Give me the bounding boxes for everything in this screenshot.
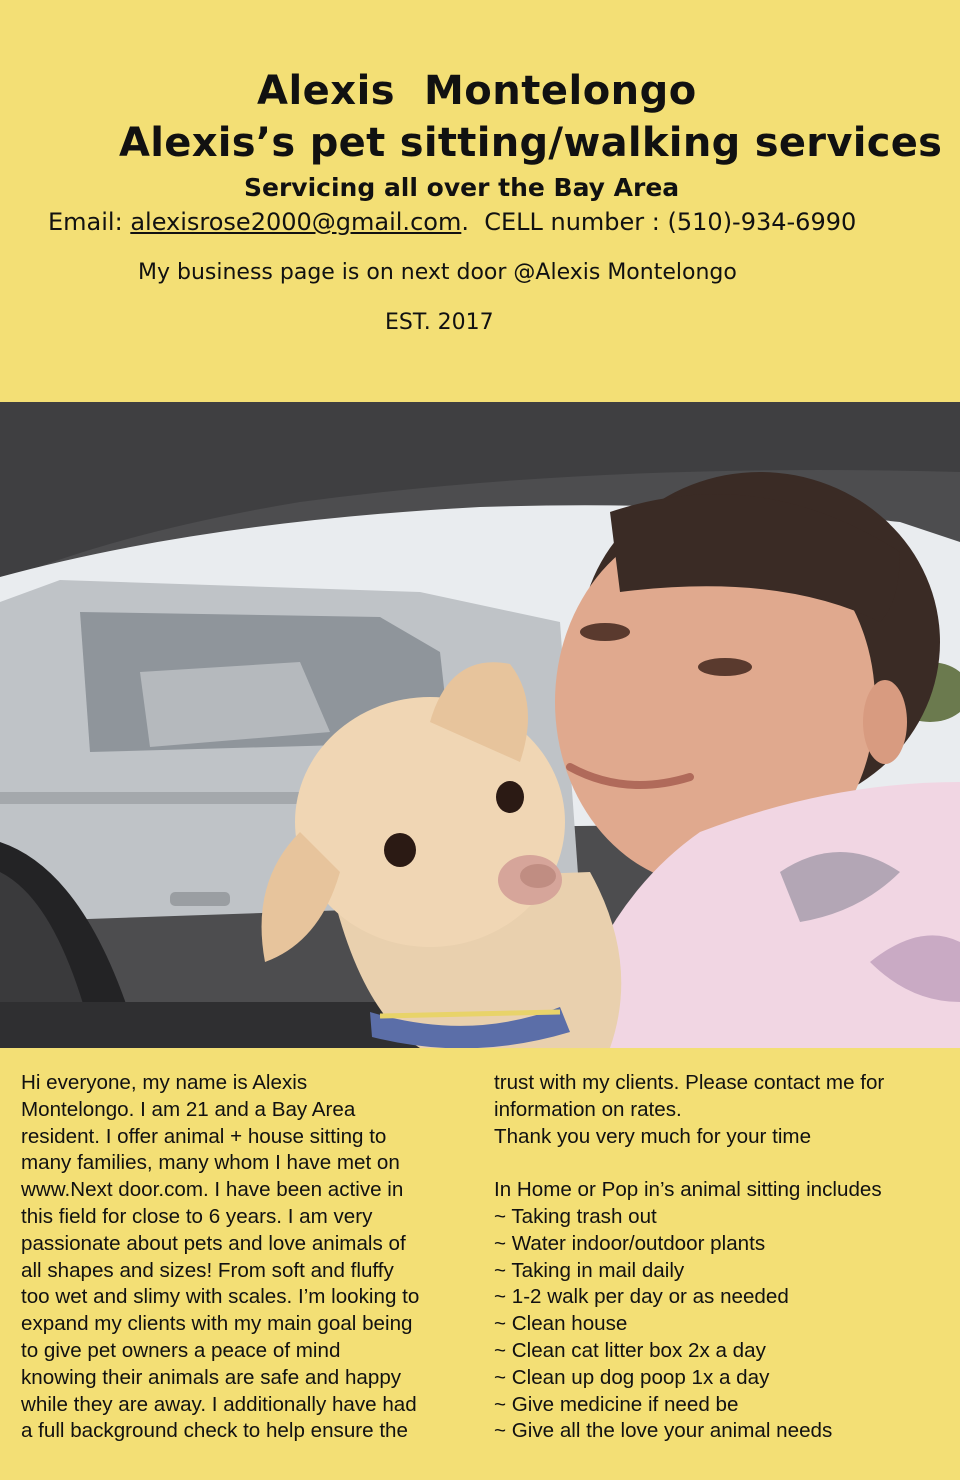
bio-line: passionate about pets and love animals of bbox=[21, 1231, 406, 1255]
bio-column bbox=[21, 1070, 476, 1445]
established-year: EST. 2017 bbox=[385, 310, 494, 335]
service-item: ~ Clean cat litter box 2x a day bbox=[494, 1338, 766, 1362]
service-item: ~ Taking trash out bbox=[494, 1204, 657, 1228]
business-title: Alexis’s pet sitting/walking services bbox=[119, 120, 943, 166]
bio-continued-line: information on rates. bbox=[494, 1097, 682, 1121]
service-item: ~ Give all the love your animal needs bbox=[494, 1419, 833, 1443]
bio-line: resident. I offer animal + house sitting to bbox=[21, 1124, 387, 1148]
bio-line: www.Next door.com. I have been active in bbox=[21, 1178, 404, 1202]
nextdoor-page: My business page is on next door @Alexis Montelongo bbox=[138, 260, 737, 285]
bio-line: to give pet owners a peace of mind bbox=[21, 1338, 341, 1362]
email-label: Email: bbox=[48, 208, 131, 236]
bio-line: a full background check to help ensure the bbox=[21, 1419, 408, 1443]
cell-number: . CELL number : (510)-934-6990 bbox=[461, 208, 857, 236]
service-item: ~ Clean up dog poop 1x a day bbox=[494, 1365, 770, 1389]
photo-illustration bbox=[0, 402, 960, 1048]
bio-line: knowing their animals are safe and happy bbox=[21, 1365, 402, 1389]
service-item: ~ Taking in mail daily bbox=[494, 1258, 685, 1282]
bio-line: all shapes and sizes! From soft and fluffy bbox=[21, 1258, 394, 1282]
service-item: ~ Water indoor/outdoor plants bbox=[494, 1231, 766, 1255]
services-column bbox=[494, 1070, 944, 1445]
contact-line bbox=[48, 208, 856, 236]
service-item: ~ Clean house bbox=[494, 1312, 628, 1336]
bio-line: Montelongo. I am 21 and a Bay Area bbox=[21, 1097, 356, 1121]
services-heading: In Home or Pop in’s animal sitting includes bbox=[494, 1178, 882, 1202]
thank-you-line: Thank you very much for your time bbox=[494, 1124, 812, 1148]
spacer bbox=[494, 1150, 944, 1177]
bio-continued-line: trust with my clients. Please contact me for bbox=[494, 1071, 885, 1094]
bio-line: expand my clients with my main goal being bbox=[21, 1312, 413, 1336]
owner-name: Alexis Montelongo bbox=[257, 68, 697, 114]
bio-line: Hi everyone, my name is Alexis bbox=[21, 1071, 308, 1094]
bio-line: too wet and slimy with scales. I’m looking to bbox=[21, 1285, 420, 1309]
email-link[interactable]: alexisrose2000@gmail.com bbox=[130, 208, 462, 236]
service-item: ~ 1-2 walk per day or as needed bbox=[494, 1285, 789, 1309]
flyer-header bbox=[0, 0, 960, 402]
bio-line: while they are away. I additionally have had bbox=[21, 1392, 417, 1416]
bio-line: this field for close to 6 years. I am very bbox=[21, 1204, 373, 1228]
owner-with-dog-photo bbox=[0, 402, 960, 1048]
bio-line: many families, many whom I have met on bbox=[21, 1151, 400, 1175]
service-area: Servicing all over the Bay Area bbox=[244, 173, 680, 202]
service-item: ~ Give medicine if need be bbox=[494, 1392, 739, 1416]
